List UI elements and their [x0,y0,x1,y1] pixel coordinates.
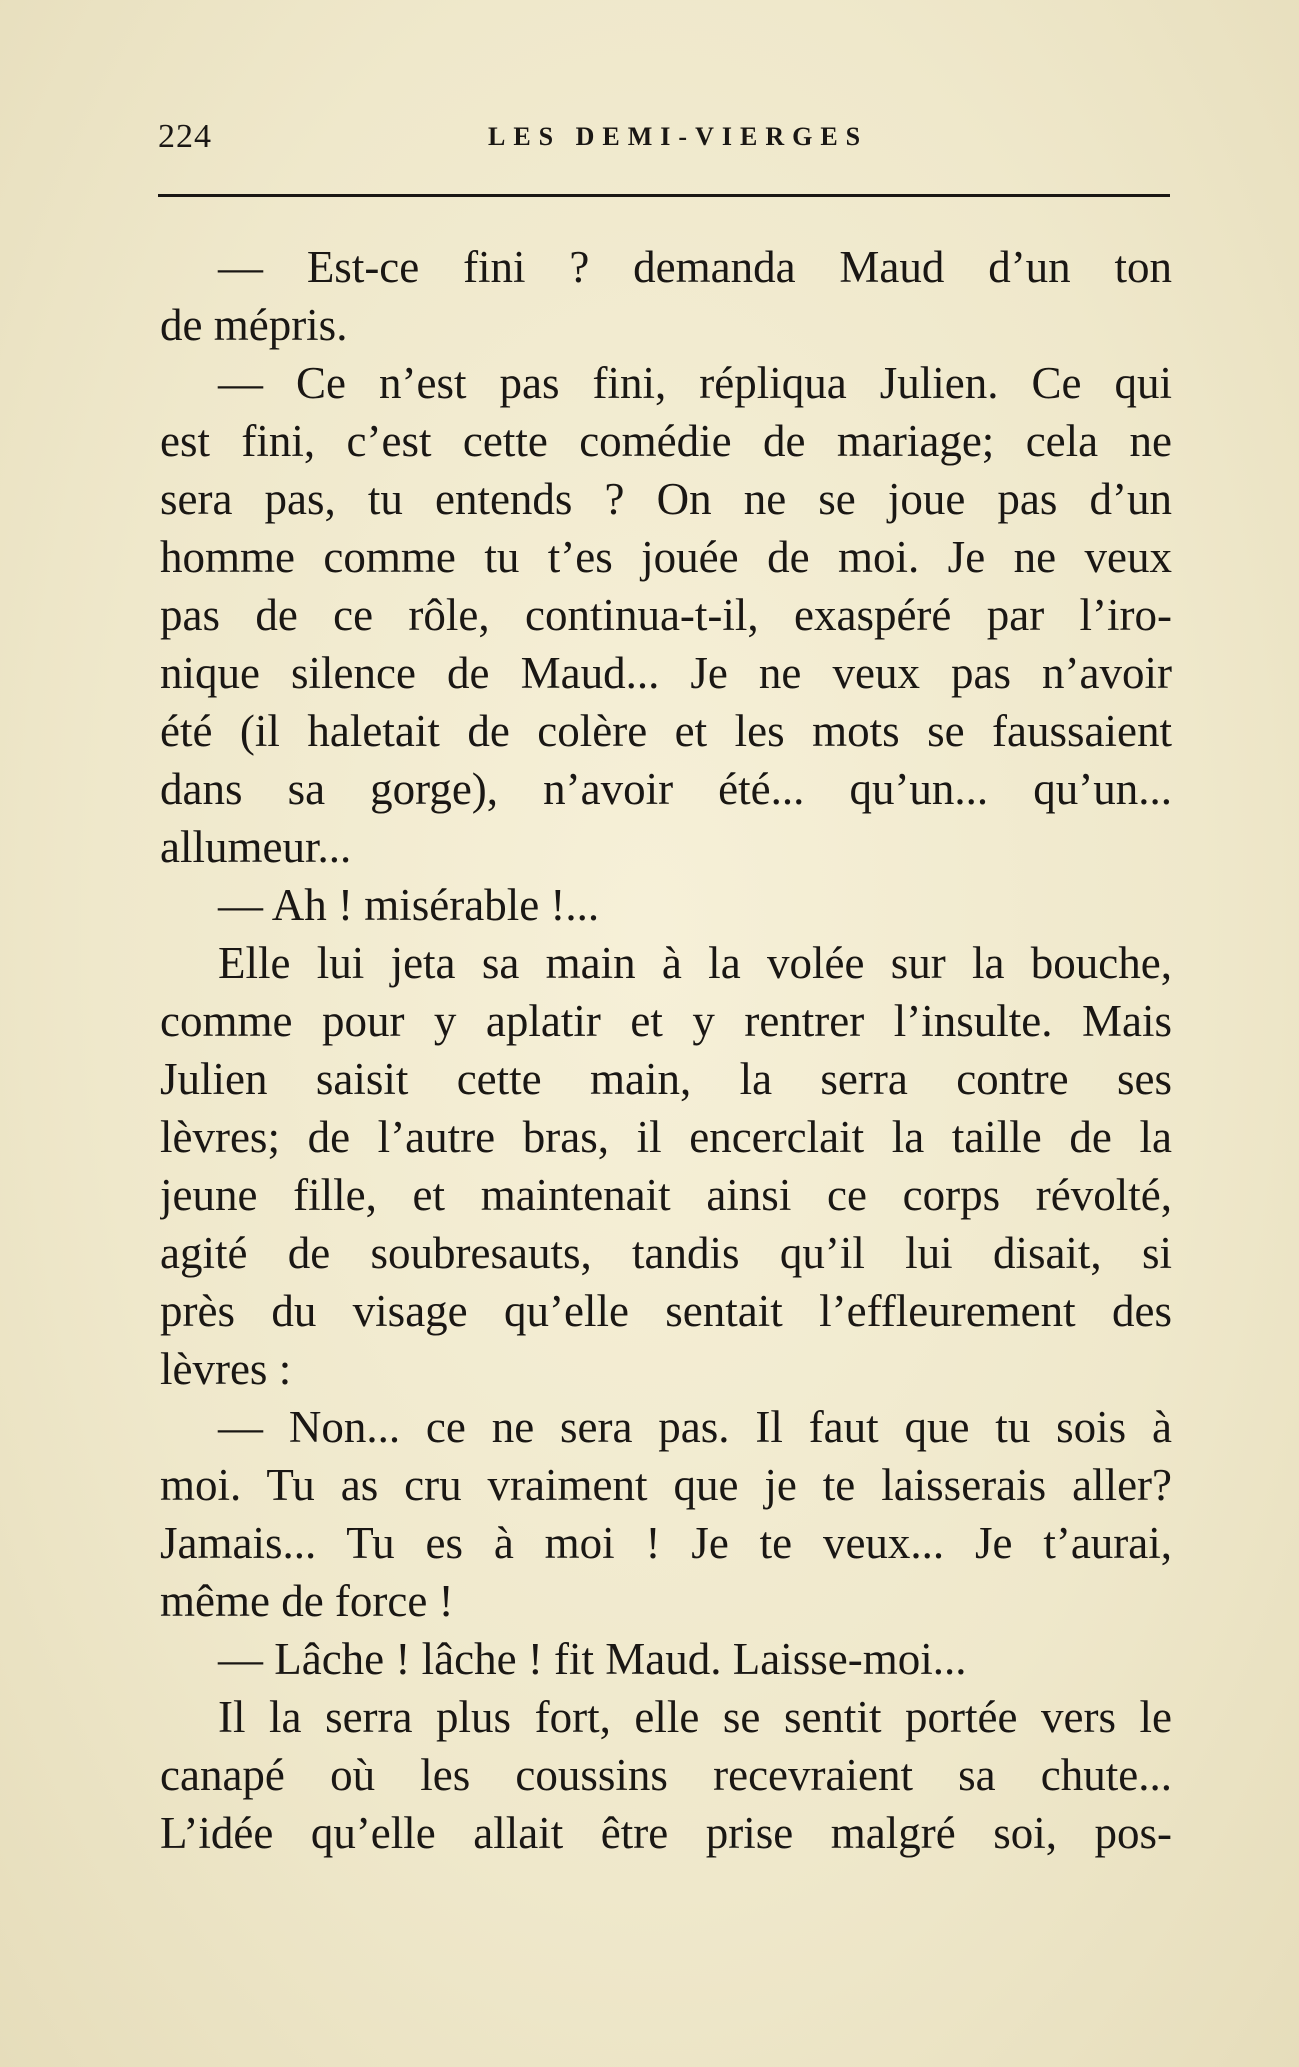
text-line: allumeur... [160,822,352,872]
text-line: Jamais... Tu es à moi ! Je te veux... Je t’aurai, [160,1518,1172,1568]
text-line: — Non... ce ne sera pas. Il faut que tu sois à [218,1402,1172,1452]
text-line: jeune fille, et maintenait ainsi ce corps révolté, [160,1170,1172,1220]
text-line: Il la serra plus fort, elle se sentit portée vers le [218,1692,1172,1742]
text-line: L’idée qu’elle allait être prise malgré soi, pos- [160,1808,1172,1858]
text-line: moi. Tu as cru vraiment que je te laisserais aller? [160,1460,1172,1510]
text-line: lèvres; de l’autre bras, il encerclait la taille de la [160,1112,1172,1162]
text-line: — Ah ! misérable !... [218,880,600,930]
text-line: comme pour y aplatir et y rentrer l’insulte. Mais [160,996,1172,1046]
text-line: même de force ! [160,1576,454,1626]
text-line: pas de ce rôle, continua-t-il, exaspéré par l’iro- [160,590,1172,640]
text-line: Julien saisit cette main, la serra contre ses [160,1054,1172,1104]
body-text [160,238,1172,1862]
text-line: de mépris. [160,300,348,350]
running-head [158,118,1168,158]
text-line: — Ce n’est pas fini, répliqua Julien. Ce qui [218,358,1172,408]
text-line: agité de soubresauts, tandis qu’il lui disait, si [160,1228,1172,1278]
text-line: canapé où les coussins recevraient sa chute... [160,1750,1172,1800]
text-line: Elle lui jeta sa main à la volée sur la bouche, [218,938,1172,988]
text-line: nique silence de Maud... Je ne veux pas n’avoir [160,648,1172,698]
text-line: est fini, c’est cette comédie de mariage; cela ne [160,416,1172,466]
text-line: dans sa gorge), n’avoir été... qu’un... qu’un... [160,764,1172,814]
text-line: sera pas, tu entends ? On ne se joue pas d’un [160,474,1172,524]
text-line: près du visage qu’elle sentait l’effleurement des [160,1286,1172,1336]
page-number: 224 [158,118,212,155]
header-rule [158,194,1170,197]
text-line: été (il haletait de colère et les mots se faussaient [160,706,1172,756]
text-line: — Lâche ! lâche ! fit Maud. Laisse-moi... [218,1634,967,1684]
text-line: homme comme tu t’es jouée de moi. Je ne veux [160,532,1172,582]
text-line: lèvres : [160,1344,292,1394]
text-line: — Est-ce fini ? demanda Maud d’un ton [218,242,1172,292]
book-title: LES DEMI-VIERGES [488,122,869,151]
